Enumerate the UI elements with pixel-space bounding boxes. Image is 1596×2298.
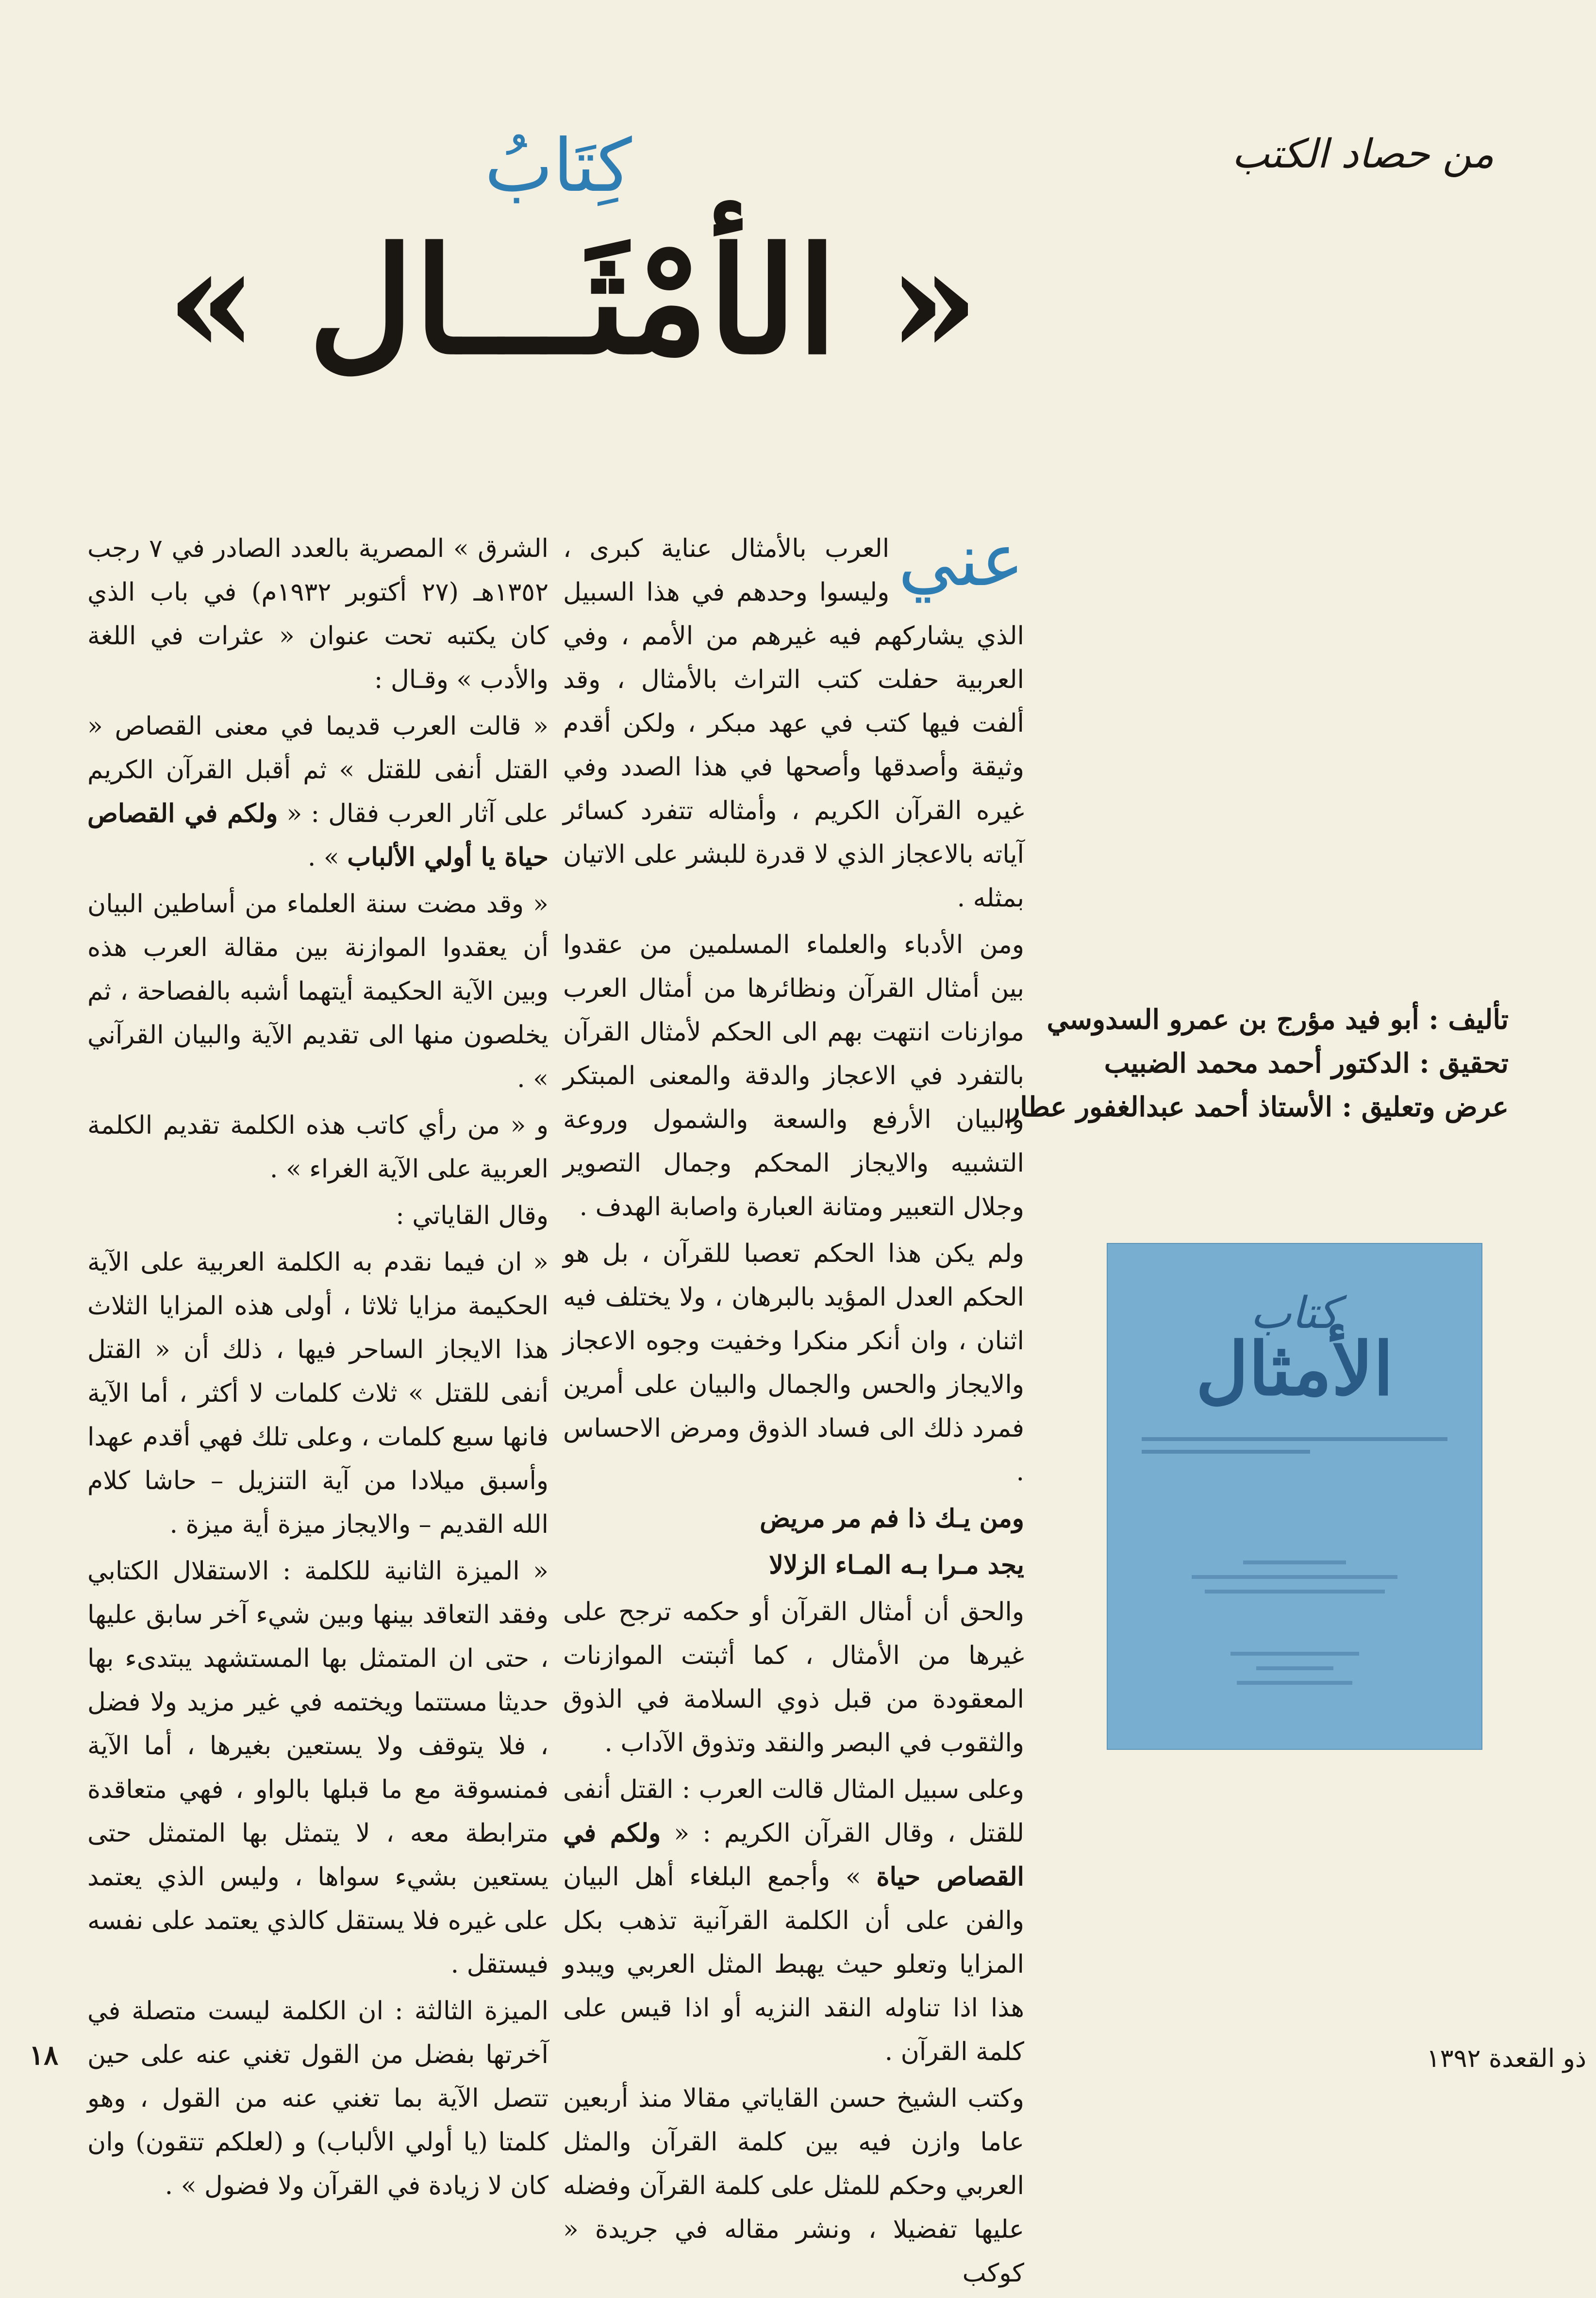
paragraph: « وقد مضت سنة العلماء من أساطين البيان أن يعقدوا الموازنة بين مقالة العرب هذه وبين الآية الحكيمة أيتهما أشبه بالفصاحة ، ثم يخلصون منها الى تقديم الآية والبيان القرآني » . <box>87 889 549 1093</box>
cover-kitab-text: كتاب <box>1250 1288 1339 1339</box>
paragraph <box>563 518 1024 920</box>
cover-lower-lines <box>1166 1550 1423 1695</box>
paragraph-text: العرب بالأمثال عناية كبرى ، وليسوا وحدهم في هذا السبيل الذي يشاركهم فيه غيرهم من الأمم ، وفي العربية حفلت كتب التراث بالأمثال ، وقد ألفت فيها كتب في عهد مبكر ، ولكن أقدم وثيقة وأصدقها وأصحها في هذا الصدد وفي غيره القرآن الكريم ، وأمثاله تتفرد كسائر آياته بالاعجاز الذي لا قدرة للبشر على الاتيان بمثله . <box>563 534 1024 913</box>
paragraph-text: وعلى سبيل المثال قالت العرب : القتل أنفى للقتل ، وقال القرآن الكريم : « <box>563 1775 1024 1848</box>
drop-cap: عني <box>898 518 1024 603</box>
paragraph: « ان فيما نقدم به الكلمة العربية على الآية الحكيمة مزايا ثلاثا ، أولى هذه المزايا الثلاث هذا الايجاز الساحر فيها ، ذلك أن « القتل أنفى للقتل » ثلاث كلمات لا أكثر ، أما الآية فانها سبع كلمات ، وعلى تلك فهي أقدم عهدا وأسبق ميلادا من آية التنزيل – حاشا كلام الله القديم – والايجاز ميزة أية ميزة . <box>87 1248 549 1539</box>
cover-title-text: الأمثال <box>1196 1326 1394 1412</box>
article-title: « الأمْثَـــال » <box>166 215 980 386</box>
paragraph: و « من رأي كاتب هذه الكلمة تقديم الكلمة العربية على الآية الغراء » . <box>87 1111 549 1184</box>
paragraph: الشرق » المصرية بالعدد الصادر في ٧ رجب ١٣٥٢هـ (٢٧ أكتوبر ١٩٣٢م) في باب الذي كان يكتبه تحت عنوان « عثرات في اللغة والأدب » وقـال : <box>87 534 549 694</box>
section-label: من حصاد الكتب <box>1231 131 1494 177</box>
credit-reviewer: عرض وتعليق : الأستاذ أحمد عبدالغفور عطار <box>1007 1091 1509 1123</box>
paragraph-text: « قالت العرب قديما في معنى القصاص « القتل أنفى للقتل » ثم أقبل القرآن الكريم على آثار العرب فقال : « <box>87 712 549 828</box>
issue-date: ذو القعدة ١٣٩٢ <box>1426 2044 1586 2073</box>
cover-subtitle-lines <box>1142 1428 1447 1462</box>
paragraph <box>87 704 549 879</box>
paragraph: والحق أن أمثال القرآن أو حكمه ترجح على غيرها من الأمثال ، كما أثبتت الموازنات المعقودة من قبل ذوي السلامة في الذوق والثقوب في البصر والنقد وتذوق الآداب . <box>563 1597 1024 1758</box>
paragraph-text: » . <box>307 843 339 872</box>
paragraph <box>563 1768 1024 2074</box>
article-column-left <box>87 527 549 2211</box>
paragraph: الميزة الثالثة : ان الكلمة ليست متصلة في آخرتها بفضل من القول تغني عنه على حين تتصل الآية بما تغني عنه من القول ، وهو كلمتا (يا أولي الألباب) و (لعلكم تتقون) وان كان لا زيادة في القرآن ولا فضول » . <box>87 1996 549 2200</box>
paragraph-text: » وأجمع البلغاء أهل البيان والفن على أن الكلمة القرآنية تذهب بكل المزايا وتعلو حيث يهبط المثل العربي ويبدو هذا اذا تناوله النقد النزيه أو اذا قيس على كلمة القرآن . <box>563 1862 1024 2066</box>
paragraph: « الميزة الثانية للكلمة : الاستقلال الكتابي وفقد التعاقد بينها وبين شيء آخر سابق عليها ، حتى ان المتمثل بها المستشهد يبتدىء بها حديثا مستتما ويختمه في غير مزيد ولا فضل ، فلا يتوقف ولا يستعين بغيرها ، أما الآية فمنسوقة مع ما قبلها بالواو ، فهي متعاقدة مترابطة معه ، لا يتمثل بها المتمثل حتى يستعين بشيء سواها ، وليس الذي يعتمد على غيره فلا يستقل كالذي يعتمد على نفسه فيستقل . <box>87 1557 549 1979</box>
verse-line: يجد مـرا بـه المـاء الزلالا <box>769 1550 1024 1580</box>
kitab-heading-word: كِتَابُ <box>484 124 632 208</box>
page-number: ١٨ <box>29 2039 59 2071</box>
article-column-right <box>563 518 1024 2298</box>
paragraph: وقال القاياتي : <box>396 1201 549 1230</box>
paragraph: وكتب الشيخ حسن القاياتي مقالا منذ أربعين عاما وازن فيه بين كلمة القرآن والمثل العربي وحكم للمثل على كلمة القرآن وفضله عليها تفضيلا ، ونشر مقاله في جريدة « كوكب <box>563 2084 1024 2288</box>
verse-line: ومن يـك ذا فم مر مريض <box>760 1504 1024 1533</box>
paragraph: ولم يكن هذا الحكم تعصبا للقرآن ، بل هو الحكم العدل المؤيد بالبرهان ، ولا يختلف فيه اثنان ، وان أنكر منكرا وخفيت وجوه الاعجاز والايجاز والحس والجمال والبيان على أمرين فمرد ذلك الى فساد الذوق ومرض الاحساس . <box>563 1239 1024 1487</box>
book-cover-image <box>1107 1243 1482 1750</box>
credit-author: تأليف : أبو فيد مؤرج بن عمرو السدوسي <box>1047 1004 1509 1036</box>
paragraph: ومن الأدباء والعلماء المسلمين من عقدوا بين أمثال القرآن ونظائرها من أمثال العرب موازنات انتهت بهم الى الحكم لأمثال القرآن بالتفرد في الاعجاز والدقة والمعنى المبتكر والبيان الأرفع والسعة والشمول وروعة التشبيه والايجاز المحكم وجمال التصوير وجلال التعبير ومتانة العبارة واصابة الهدف . <box>563 930 1024 1222</box>
book-credits <box>1007 998 1509 1129</box>
quran-quote: ولكم في القصاص حياة <box>563 1818 1024 1892</box>
credit-editor: تحقيق : الدكتور أحمد محمد الضبيب <box>1104 1047 1509 1079</box>
quran-quote: ولكم في القصاص حياة يا أولي الألباب <box>87 799 549 872</box>
